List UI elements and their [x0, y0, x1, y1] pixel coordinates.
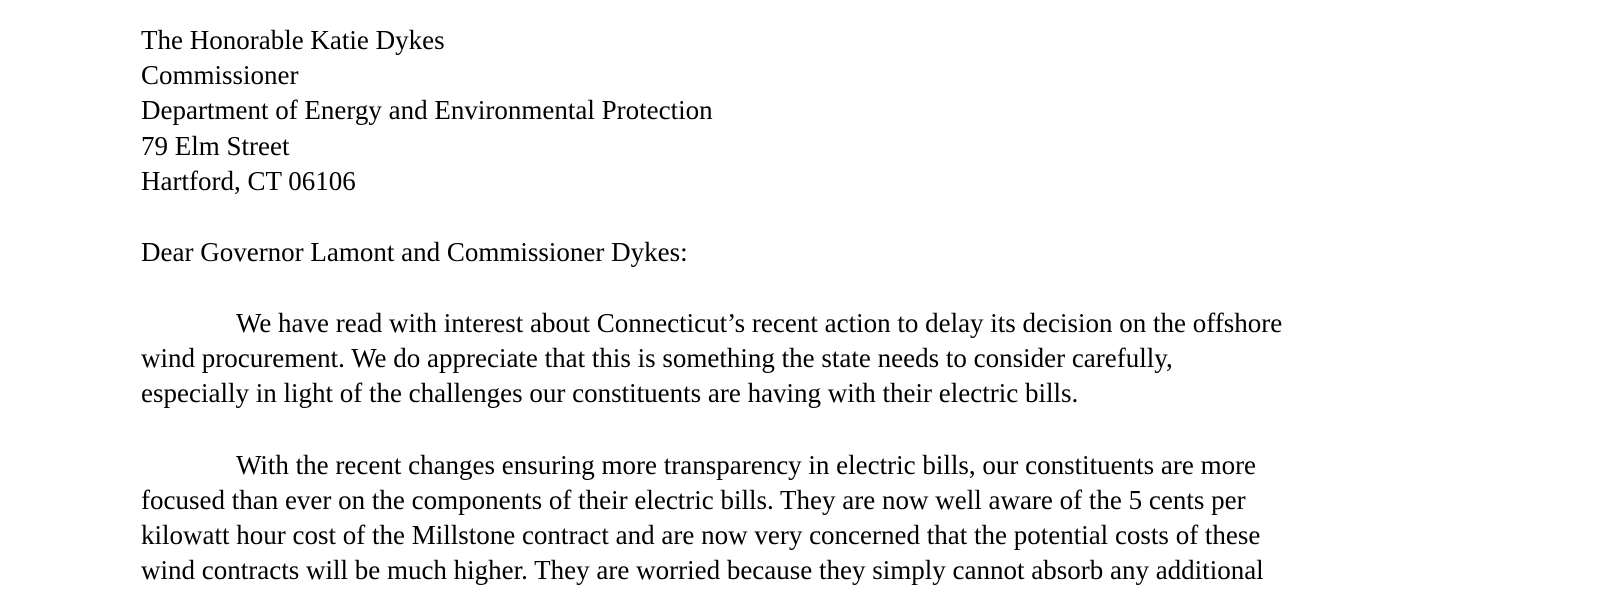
- recipient-department: Department of Energy and Environmental Protection: [141, 95, 713, 125]
- paragraph-line: wind contracts will be much higher. They are worried because they simply cannot absorb any additional: [141, 555, 1264, 585]
- paragraph-line: With the recent changes ensuring more transparency in electric bills, our constituents are more: [236, 450, 1257, 480]
- paragraph-line: focused than ever on the components of their electric bills. They are now well aware of the 5 cents per: [141, 485, 1246, 515]
- recipient-city-state-zip: Hartford, CT 06106: [141, 166, 356, 196]
- paragraph-line: We have read with interest about Connecticut’s recent action to delay its decision on the offshore: [236, 308, 1283, 338]
- recipient-name: The Honorable Katie Dykes: [141, 25, 445, 55]
- paragraph-line: wind procurement. We do appreciate that this is something the state needs to consider carefully,: [141, 343, 1173, 373]
- paragraph-line: kilowatt hour cost of the Millstone contract and are now very concerned that the potential costs of these: [141, 520, 1261, 550]
- recipient-street: 79 Elm Street: [141, 131, 290, 161]
- recipient-title: Commissioner: [141, 60, 299, 90]
- salutation: Dear Governor Lamont and Commissioner Dykes:: [141, 237, 688, 267]
- paragraph-line: especially in light of the challenges our constituents are having with their electric bills.: [141, 378, 1079, 408]
